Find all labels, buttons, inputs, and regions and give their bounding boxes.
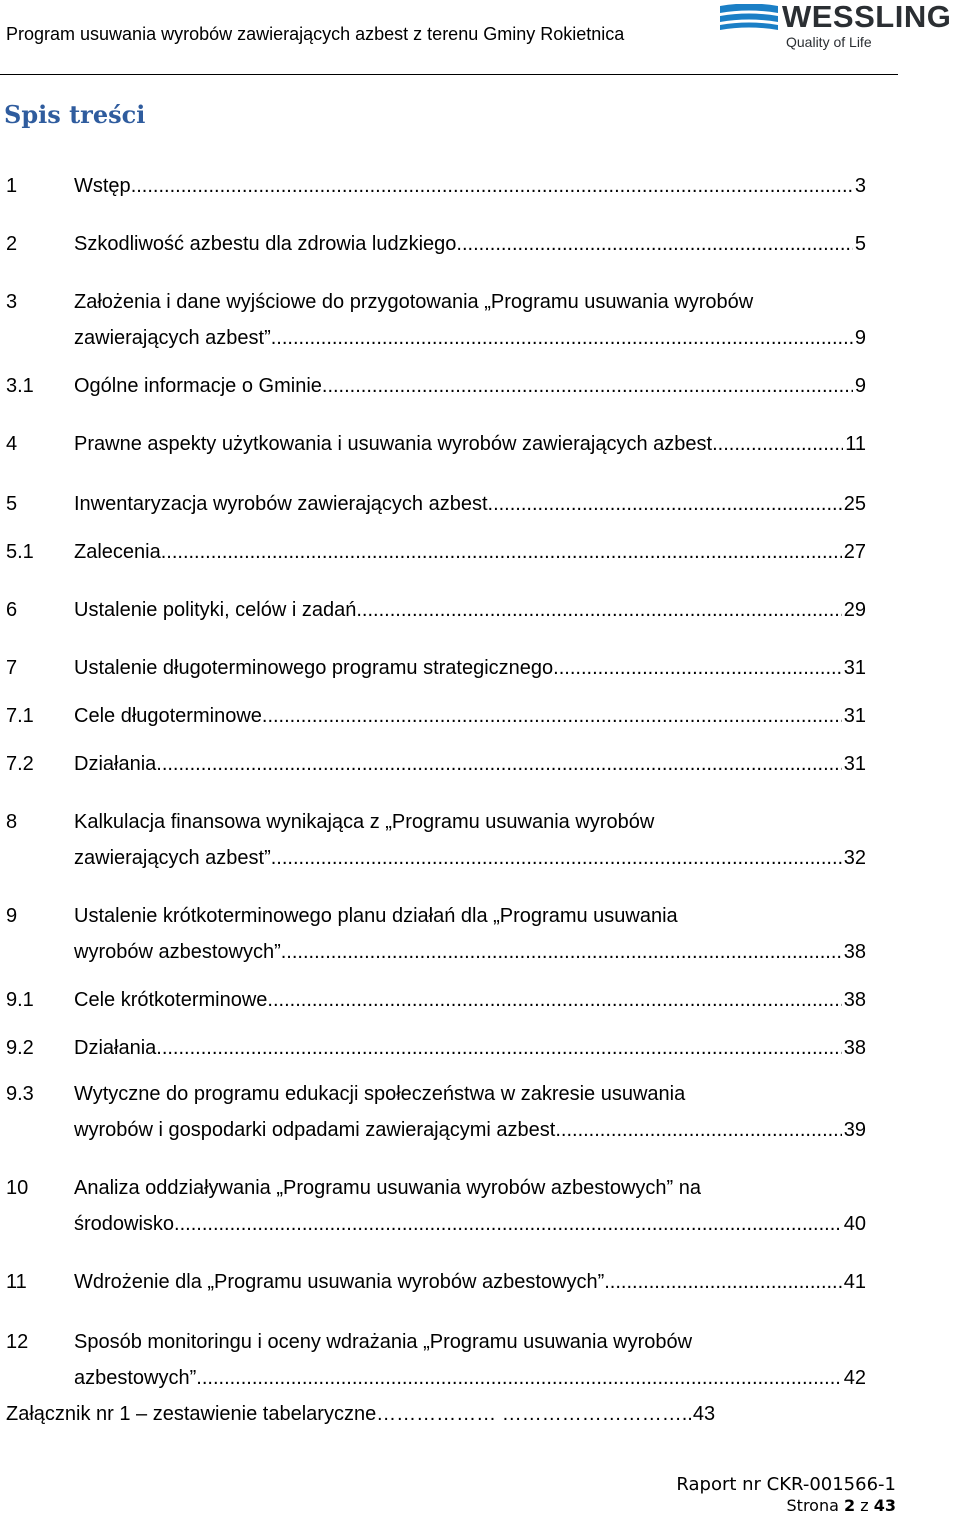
toc-leader-dots <box>156 746 841 782</box>
toc-leader-dots <box>131 168 853 204</box>
toc-leader-dots <box>604 1264 842 1300</box>
toc-leader-dots <box>267 982 841 1018</box>
toc-title: Cele krótkoterminowe <box>74 989 268 1011</box>
toc-page-number: 25 <box>843 493 866 515</box>
toc-entry[interactable] <box>0 698 866 734</box>
toc-page-number: 3 <box>854 175 866 197</box>
toc-title: Prawne aspekty użytkowania i usuwania wyrobów zawierających azbest <box>74 433 713 455</box>
toc-line <box>0 368 866 404</box>
toc-number: 7.1 <box>6 705 34 727</box>
toc-line <box>0 284 866 320</box>
toc-leader-dots <box>356 592 841 628</box>
toc-leader-dots <box>712 426 843 462</box>
toc-line <box>0 982 866 1018</box>
toc-number: 1 <box>6 175 18 197</box>
toc-line <box>0 804 866 840</box>
toc-number: 10 <box>6 1177 29 1199</box>
toc-line <box>0 1264 866 1300</box>
toc-title: zawierających azbest” <box>74 327 271 349</box>
toc-line <box>0 426 866 462</box>
toc-leader-dots <box>456 226 852 262</box>
toc-leader-dots <box>196 1360 841 1396</box>
toc-line <box>0 534 866 570</box>
toc-line <box>0 1360 866 1396</box>
toc-line <box>0 1030 866 1066</box>
toc-entry[interactable] <box>0 1076 866 1148</box>
page-number: Strona 2 z 43 <box>786 1496 896 1515</box>
toc-number: 2 <box>6 233 18 255</box>
toc-number: 7.2 <box>6 753 34 775</box>
toc-number: 4 <box>6 433 18 455</box>
toc-leader-dots <box>553 650 842 686</box>
toc-number: 9.2 <box>6 1037 34 1059</box>
toc-line <box>0 226 866 262</box>
toc-entry[interactable] <box>0 1170 866 1242</box>
wessling-logo-icon <box>720 4 778 32</box>
toc-entry[interactable] <box>0 426 866 462</box>
page-header <box>0 0 952 75</box>
toc-line <box>0 650 866 686</box>
toc-line <box>0 1112 866 1148</box>
toc-number: 9 <box>6 905 18 927</box>
toc-line <box>0 746 866 782</box>
toc-title: Ustalenie długoterminowego programu strategicznego <box>74 657 554 679</box>
toc-line <box>0 934 866 970</box>
toc-title: Kalkulacja finansowa wynikająca z „Programu usuwania wyrobów <box>74 811 655 833</box>
toc-title: Działania <box>74 1037 157 1059</box>
toc-line <box>0 486 866 522</box>
toc-line <box>0 1324 866 1360</box>
toc-title: Wdrożenie dla „Programu usuwania wyrobów azbestowych” <box>74 1271 605 1293</box>
toc-page-number: 42 <box>843 1367 866 1389</box>
toc-heading: Spis treści <box>4 100 146 129</box>
toc-line <box>0 1206 866 1242</box>
toc-line <box>0 1170 866 1206</box>
toc-leader-dots <box>161 534 842 570</box>
toc-title: wyrobów i gospodarki odpadami zawierającymi azbest <box>74 1119 556 1141</box>
toc-page-number: 29 <box>843 599 866 621</box>
toc-leader-dots <box>322 368 853 404</box>
toc-line <box>0 1076 866 1112</box>
toc-title: Analiza oddziaływania „Programu usuwania wyrobów azbestowych” na <box>74 1177 701 1199</box>
toc-number: 3.1 <box>6 375 34 397</box>
toc-title: Inwentaryzacja wyrobów zawierających azbest <box>74 493 488 515</box>
toc-entry[interactable] <box>0 1030 866 1066</box>
toc-entry[interactable] <box>0 804 866 876</box>
toc-number: 9.3 <box>6 1083 34 1105</box>
toc-entry[interactable] <box>0 226 866 262</box>
toc-entry[interactable] <box>0 898 866 970</box>
toc-title: Ustalenie krótkoterminowego planu działań dla „Programu usuwania <box>74 905 678 927</box>
logo-name: WESSLING <box>782 0 952 34</box>
toc-entry[interactable] <box>0 534 866 570</box>
toc-number: 8 <box>6 811 18 833</box>
toc-line <box>0 840 866 876</box>
annex-entry[interactable]: Załącznik nr 1 – zestawienie tabelaryczne……………… ………………………..43 <box>6 1403 716 1425</box>
toc-title: Zalecenia <box>74 541 161 563</box>
toc-number: 9.1 <box>6 989 34 1011</box>
toc-page-number: 5 <box>854 233 866 255</box>
toc-title: Działania <box>74 753 157 775</box>
toc-title: zawierających azbest” <box>74 847 271 869</box>
document-title: Program usuwania wyrobów zawierających azbest z terenu Gminy Rokietnica <box>6 24 625 44</box>
toc-line <box>0 320 866 356</box>
toc-number: 5.1 <box>6 541 34 563</box>
toc-leader-dots <box>174 1206 842 1242</box>
toc-line <box>0 898 866 934</box>
toc-title: Założenia i dane wyjściowe do przygotowania „Programu usuwania wyrobów <box>74 291 754 313</box>
report-number: Raport nr CKR-001566-1 <box>676 1474 896 1495</box>
toc-page-number: 9 <box>854 327 866 349</box>
toc-page-number: 38 <box>843 989 866 1011</box>
toc-title: azbestowych” <box>74 1367 197 1389</box>
toc-entry[interactable] <box>0 592 866 628</box>
toc-page-number: 11 <box>845 433 866 455</box>
wessling-logo <box>720 0 960 56</box>
toc-line <box>0 592 866 628</box>
toc-title: Szkodliwość azbestu dla zdrowia ludzkiego <box>74 233 457 255</box>
toc-entry[interactable] <box>0 1264 866 1300</box>
toc-page-number: 41 <box>843 1271 866 1293</box>
toc-entry[interactable] <box>0 168 866 204</box>
toc-title: Ogólne informacje o Gminie <box>74 375 322 397</box>
toc-leader-dots <box>271 840 842 876</box>
toc-page-number: 31 <box>843 753 866 775</box>
toc-leader-dots <box>156 1030 841 1066</box>
toc-title: Sposób monitoringu i oceny wdrażania „Programu usuwania wyrobów <box>74 1331 693 1353</box>
toc-entry[interactable] <box>0 746 866 782</box>
toc-page-number: 31 <box>843 657 866 679</box>
toc-number: 12 <box>6 1331 29 1353</box>
toc-page-number: 39 <box>843 1119 866 1141</box>
toc-number: 11 <box>6 1271 27 1293</box>
toc-title: środowisko <box>74 1213 175 1235</box>
toc-page-number: 38 <box>843 1037 866 1059</box>
toc-title: Cele długoterminowe <box>74 705 262 727</box>
toc-entry[interactable] <box>0 284 866 356</box>
toc-leader-dots <box>262 698 842 734</box>
toc-entry[interactable] <box>0 486 866 522</box>
toc-number: 3 <box>6 291 18 313</box>
toc-entry[interactable] <box>0 368 866 404</box>
toc-leader-dots <box>281 934 842 970</box>
toc-title: wyrobów azbestowych” <box>74 941 281 963</box>
toc-title: Ustalenie polityki, celów i zadań <box>74 599 357 621</box>
toc-leader-dots <box>271 320 853 356</box>
toc-number: 7 <box>6 657 18 679</box>
toc-number: 6 <box>6 599 18 621</box>
toc-page-number: 9 <box>854 375 866 397</box>
toc-line <box>0 168 866 204</box>
toc-page-number: 27 <box>843 541 866 563</box>
toc-leader-dots <box>488 486 842 522</box>
toc-entry[interactable] <box>0 1324 866 1396</box>
toc-line <box>0 698 866 734</box>
toc-leader-dots <box>555 1112 841 1148</box>
toc-title: Wstęp <box>74 175 131 197</box>
toc-entry[interactable] <box>0 982 866 1018</box>
toc-page-number: 32 <box>843 847 866 869</box>
toc-title: Wytyczne do programu edukacji społeczeństwa w zakresie usuwania <box>74 1083 686 1105</box>
toc-entry[interactable] <box>0 650 866 686</box>
logo-tagline: Quality of Life <box>786 34 872 50</box>
toc-page-number: 40 <box>843 1213 866 1235</box>
toc-page-number: 38 <box>843 941 866 963</box>
toc-page-number: 31 <box>843 705 866 727</box>
toc-number: 5 <box>6 493 18 515</box>
